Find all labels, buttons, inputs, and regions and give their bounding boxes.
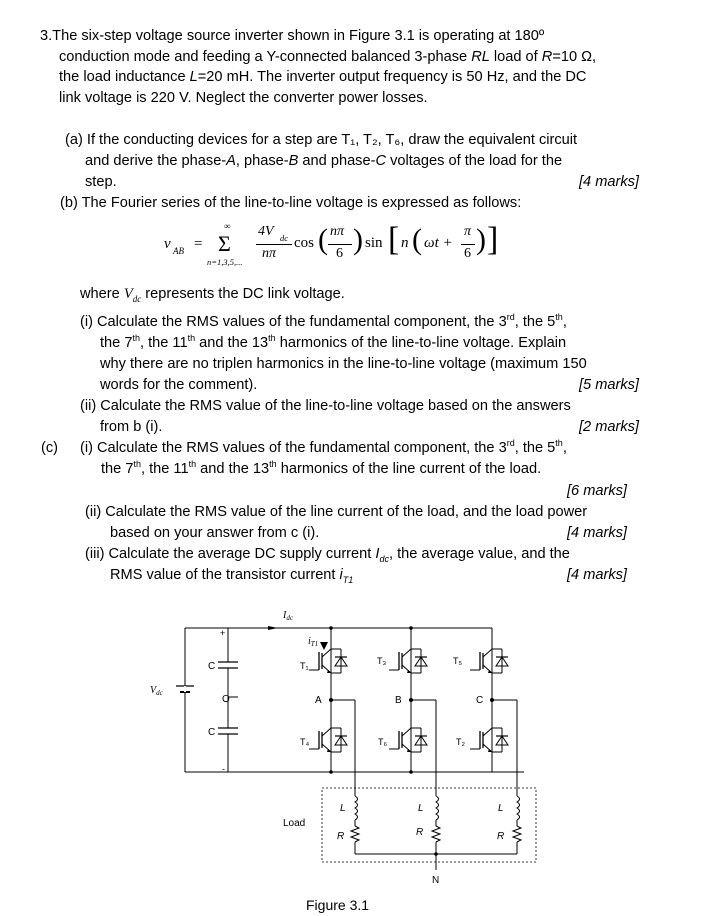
fourier-formula: v AB = ∞ Σ n=1,3,5,... 4V dc nπ cos ( nπ 6 ) sin [ n ( ωt + π 6 ) ] [164,221,499,267]
part-c-i-line-1: (i) Calculate the RMS values of the fundamental component, the 3rd, the 5th, [80,438,567,456]
r1-label: R [337,831,345,842]
phase-a-rl [351,796,359,854]
cap-bot-label: C [208,727,216,738]
part-b-i-line-4: words for the comment). [100,377,258,393]
phase-c-rl [513,796,521,854]
question-line-2: conduction mode and feeding a Y-connected balanced 3-phase RL load of R=10 Ω, [59,49,597,65]
part-b-i-line-2: the 7th, the 11th and the 13th harmonics of the line-to-line voltage. Explain [100,333,567,351]
question-line-3: the load inductance L=20 mH. The inverter output frequency is 50 Hz, and the DC [59,69,587,85]
vdc-label: $V_{dc}$ [150,685,163,697]
part-b-intro: (b) The Fourier series of the line-to-line voltage is expressed as follows: [60,195,522,211]
t4-label: T₄ [300,737,310,747]
part-b-ii-line-2: from b (i). [100,419,163,435]
question-line-1: 3.The six-step voltage source inverter shown in Figure 3.1 is operating at 180º [40,28,545,44]
part-c-ii-line-1: (ii) Calculate the RMS value of the line current of the load, and the load power [85,504,588,520]
l2-label: L [418,803,424,814]
it1-label: $i_{T1}$ [308,636,319,648]
part-c-label: (c) [41,440,59,456]
part-c-ii-line-2: based on your answer from c (i). [110,525,320,541]
switch-t6 [389,728,427,752]
load-box [322,788,536,862]
question-number: 3. [40,28,53,44]
l1-label: L [340,803,346,814]
load-label: Load [283,818,306,829]
t3-label: T₃ [377,656,387,666]
midpoint-label: O [222,694,230,705]
minus-sign: - [222,764,225,774]
neutral-label: N [432,875,440,886]
part-a-line-3: step. [85,174,117,190]
part-b-ii-marks: [2 marks] [578,419,639,435]
part-c-ii-marks: [4 marks] [566,525,627,541]
r2-label: R [416,827,424,838]
phase-b-rl [432,796,440,870]
node-b-label: B [395,695,402,706]
part-c-i-marks: [6 marks] [566,483,627,499]
node-c-label: C [476,695,484,706]
part-c-iii-line-1: (iii) Calculate the average DC supply current $I_{dc}$, the average value, and the [85,546,570,564]
plus-sign: + [220,628,226,638]
part-c-iii-marks: [4 marks] [566,567,627,583]
t2-label: T₂ [456,737,465,747]
figure-caption: Figure 3.1 [306,897,370,913]
part-a-marks: [4 marks] [578,174,639,190]
idc-label: $I_{dc}$ [283,610,293,622]
part-c-iii-line-2: RMS value of the transistor current $i_{T1}$ [110,567,354,585]
node-a-label: A [315,695,322,706]
t1-label: T₁ [300,661,309,671]
switch-t1 [309,649,347,673]
switch-t4 [309,728,347,752]
part-b-ii-line-1: (ii) Calculate the RMS value of the line-to-line voltage based on the answers [80,398,571,414]
switch-t5 [470,649,508,673]
part-c-i-line-2: the 7th, the 11th and the 13th harmonics of the line current of the load. [101,459,542,477]
t6-label: T₆ [378,737,388,747]
formula-lhs: v [164,236,171,252]
switch-t3 [389,649,427,673]
t5-label: T₅ [453,656,463,666]
r3-label: R [497,831,505,842]
question-line-4: link voltage is 220 V. Neglect the converter power losses. [59,90,428,106]
l3-label: L [498,803,504,814]
switch-t2 [470,728,508,752]
part-b-i-marks: [5 marks] [578,377,639,393]
part-b-where: where $V_{dc}$ represents the DC link voltage. [80,286,345,304]
part-b-i-line-3: why there are no triplen harmonics in the line-to-line voltage (maximum 150 [100,356,587,372]
cap-top-label: C [208,661,216,672]
part-a-line-2: and derive the phase-A, phase-B and phase-C voltages of the load for the [85,153,563,169]
part-b-i-line-1: (i) Calculate the RMS values of the fundamental component, the 3rd, the 5th, [80,312,567,330]
sigma-symbol: Σ [218,231,231,256]
part-a-line-1: (a) If the conducting devices for a step are T₁, T₂, T₆, draw the equivalent circuit [65,132,578,148]
